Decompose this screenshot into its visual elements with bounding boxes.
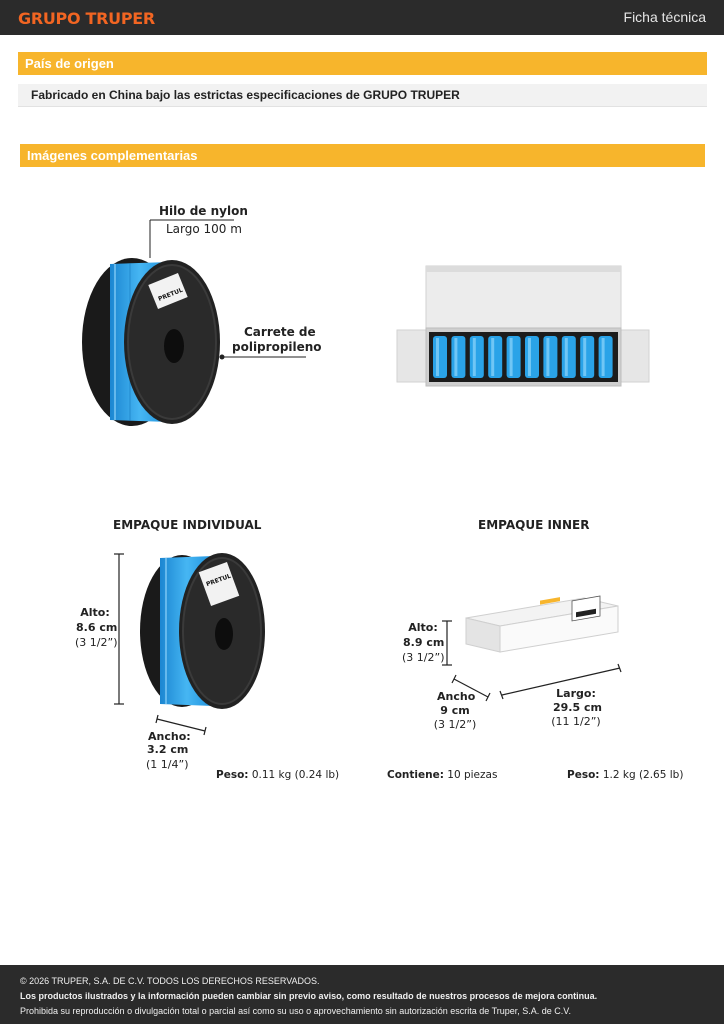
inner-width-metric: 9 cm (440, 704, 470, 717)
individual-weight-label: Peso: (216, 769, 249, 781)
boxed-spool-highlight (510, 338, 513, 376)
inner-length-label: Largo: (556, 687, 596, 700)
individual-weight-value: 0.11 kg (0.24 lb) (251, 769, 340, 781)
boxed-spool (451, 336, 465, 378)
inner-length-imperial: (11 1/2”) (551, 715, 601, 728)
inner-box-open-image (395, 264, 651, 392)
individual-package-image (130, 548, 270, 718)
boxed-spool (470, 336, 484, 378)
nylon-callout-length: Largo 100 m (166, 222, 242, 236)
individual-height-label: Alto: (80, 606, 110, 619)
individual-weight (216, 769, 339, 781)
nylon-callout-title: Hilo de nylon (159, 204, 248, 218)
boxed-spool (507, 336, 521, 378)
top-bar (0, 0, 724, 35)
inner-width-label: Ancho (437, 690, 476, 703)
footer (0, 965, 724, 1024)
inner-weight-label: Peso: (567, 769, 600, 781)
boxed-spool (543, 336, 557, 378)
individual-label-brand: PRETUL (205, 572, 233, 589)
inner-height-imperial: (3 1/2”) (402, 651, 445, 664)
reel-callout-line2: polipropileno (232, 340, 322, 354)
origin-section-title: País de origen (18, 52, 707, 75)
boxed-spool-highlight (583, 338, 586, 376)
spool-label-brand: PRETUL (157, 286, 184, 303)
inner-weight-value: 1.2 kg (2.65 lb) (602, 769, 684, 781)
boxed-spool-highlight (491, 338, 494, 376)
brand-logo: GRUPO TRUPER (18, 9, 155, 28)
individual-width-label: Ancho: (148, 730, 191, 743)
inner-length-metric: 29.5 cm (553, 701, 602, 714)
individual-height-imperial: (3 1/2”) (75, 636, 118, 649)
origin-text: Fabricado en China bajo las estrictas especificaciones de GRUPO TRUPER (18, 84, 707, 107)
reel-callout-leader (218, 354, 308, 362)
boxed-spool (562, 336, 576, 378)
nylon-callout-leader (148, 218, 238, 260)
spool-image (70, 250, 230, 435)
reel-callout-line1: Carrete de (244, 325, 316, 339)
inner-weight (567, 769, 683, 781)
inner-contains-value: 10 piezas (447, 769, 498, 781)
boxed-spool-highlight (473, 338, 476, 376)
inner-contains (387, 769, 497, 781)
boxed-spool (580, 336, 594, 378)
inner-width-imperial: (3 1/2”) (433, 718, 477, 731)
footer-copyright: © 2026 TRUPER, S.A. DE C.V. TODOS LOS DERECHOS RESERVADOS. (20, 976, 320, 986)
inner-package-image (464, 596, 620, 654)
inner-height-metric: 8.9 cm (403, 636, 445, 649)
boxed-spool-highlight (528, 338, 531, 376)
individual-height-metric: 8.6 cm (76, 621, 118, 634)
boxed-spool-highlight (436, 338, 439, 376)
boxed-spool (488, 336, 502, 378)
boxed-spool-highlight (602, 338, 605, 376)
boxed-spool (599, 336, 613, 378)
boxed-spool-highlight (565, 338, 568, 376)
footer-prohibition: Prohibida su reproducción o divulgación total o parcial así como su uso o aprovechamiento sin autorización escrita de Truper, S.A. de C.V. (20, 1006, 571, 1016)
document-type: Ficha técnica (623, 9, 706, 25)
inner-height-label: Alto: (408, 621, 438, 634)
inner-contains-label: Contiene: (387, 769, 444, 781)
boxed-spool (525, 336, 539, 378)
individual-width-metric: 3.2 cm (147, 743, 189, 756)
individual-package-heading: EMPAQUE INDIVIDUAL (113, 518, 262, 532)
boxed-spool-highlight (454, 338, 457, 376)
footer-notice: Los productos ilustrados y la información pueden cambiar sin previo aviso, como resultado de nuestros procesos de mejora continua. (20, 991, 598, 1001)
individual-width-imperial: (1 1/4”) (146, 758, 189, 771)
boxed-spool (433, 336, 447, 378)
inner-package-heading: EMPAQUE INNER (478, 518, 590, 532)
images-section-title: Imágenes complementarias (20, 144, 705, 167)
boxed-spool-highlight (546, 338, 549, 376)
